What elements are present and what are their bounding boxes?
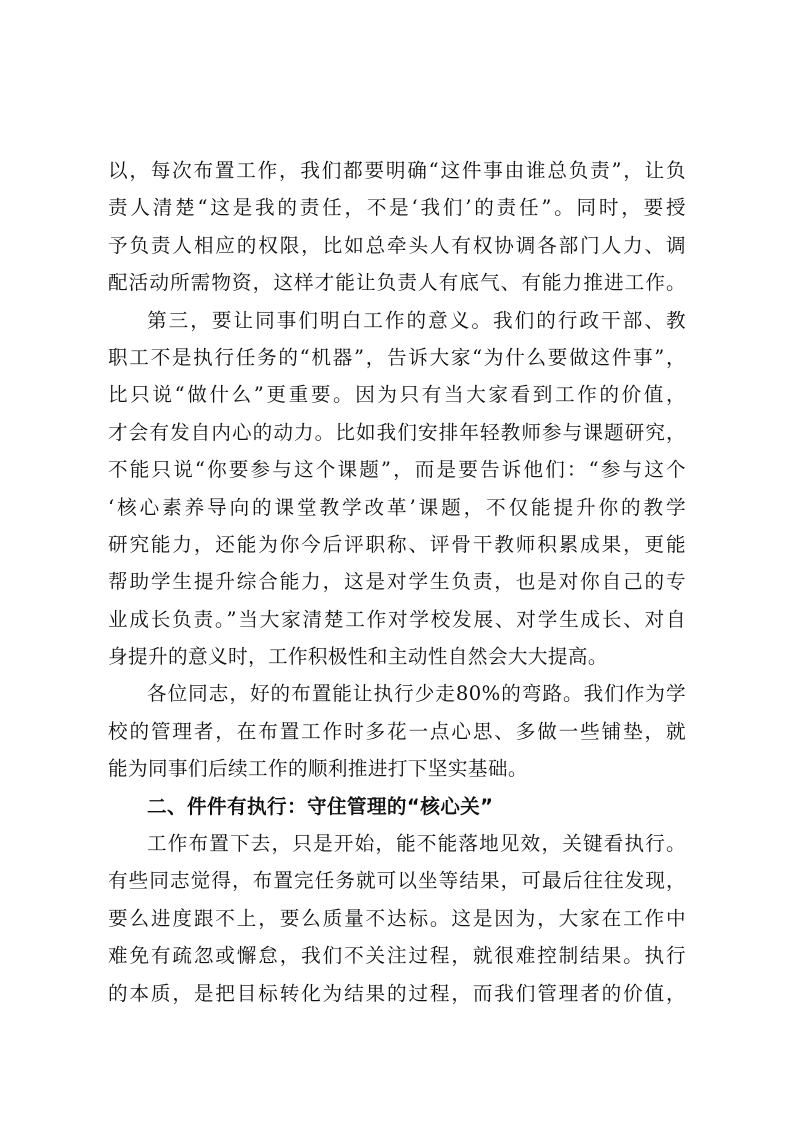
text-line: 研究能力，还能为你今后评职称、评骨干教师积累成果，更能 (108, 532, 686, 556)
text-line: 校的管理者，在布置工作时多花一点心思、多做一些铺垫，就 (108, 719, 686, 743)
text-line: 才会有发自内心的动力。比如我们安排年轻教师参与课题研究， (108, 420, 686, 444)
text-line: ‘核心素养导向的课堂教学改革’课题，不仅能提升你的教学 (108, 495, 686, 519)
text-line: 比只说“做什么”更重要。因为只有当大家看到工作的价值， (108, 383, 686, 407)
text-line: 能为同事们后续工作的顺利推进打下坚实基础。 (108, 757, 528, 781)
text-line: 身提升的意义时，工作积极性和主动性自然会大大提高。 (108, 645, 608, 669)
text-line: 工作布置下去，只是开始，能不能落地见效，关键看执行。 (147, 832, 686, 856)
text-line: 以，每次布置工作，我们都要明确“这件事由谁总负责”，让负 (108, 159, 686, 182)
text-line: 职工不是执行任务的“机器”，告诉大家“为什么要做这件事”， (108, 345, 686, 369)
document-body (108, 152, 686, 1012)
text-line: 予负责人相应的权限，比如总牵头人有权协调各部门人力、调 (108, 233, 686, 257)
text-line: 帮助学生提升综合能力，这是对学生负责，也是对你自己的专 (108, 570, 686, 594)
text-line: 难免有疏忽或懈怠，我们不关注过程，就很难控制结果。执行 (108, 944, 686, 968)
text-line: 责人清楚“这是我的责任，不是‘我们’的责任”。同时，要授 (108, 196, 686, 220)
text-line: 有些同志觉得，布置完任务就可以坐等结果，可最后往往发现， (108, 869, 686, 893)
section-heading: 二、件件有执行：守住管理的“核心关” (147, 794, 494, 818)
text-line: 配活动所需物资，这样才能让负责人有底气、有能力推进工作。 (108, 271, 686, 295)
text-line: 各位同志，好的布置能让执行少走80%的弯路。我们作为学 (147, 682, 686, 706)
text-line: 的本质，是把目标转化为结果的过程，而我们管理者的价值， (108, 981, 686, 1005)
text-line: 业成长负责。”当大家清楚工作对学校发展、对学生成长、对自 (108, 607, 686, 631)
text-line: 要么进度跟不上，要么质量不达标。这是因为，大家在工作中 (108, 906, 686, 930)
text-line: 第三，要让同事们明白工作的意义。我们的行政干部、教 (147, 308, 686, 332)
text-line: 不能只说“你要参与这个课题”，而是要告诉他们：“参与这个 (108, 458, 686, 482)
